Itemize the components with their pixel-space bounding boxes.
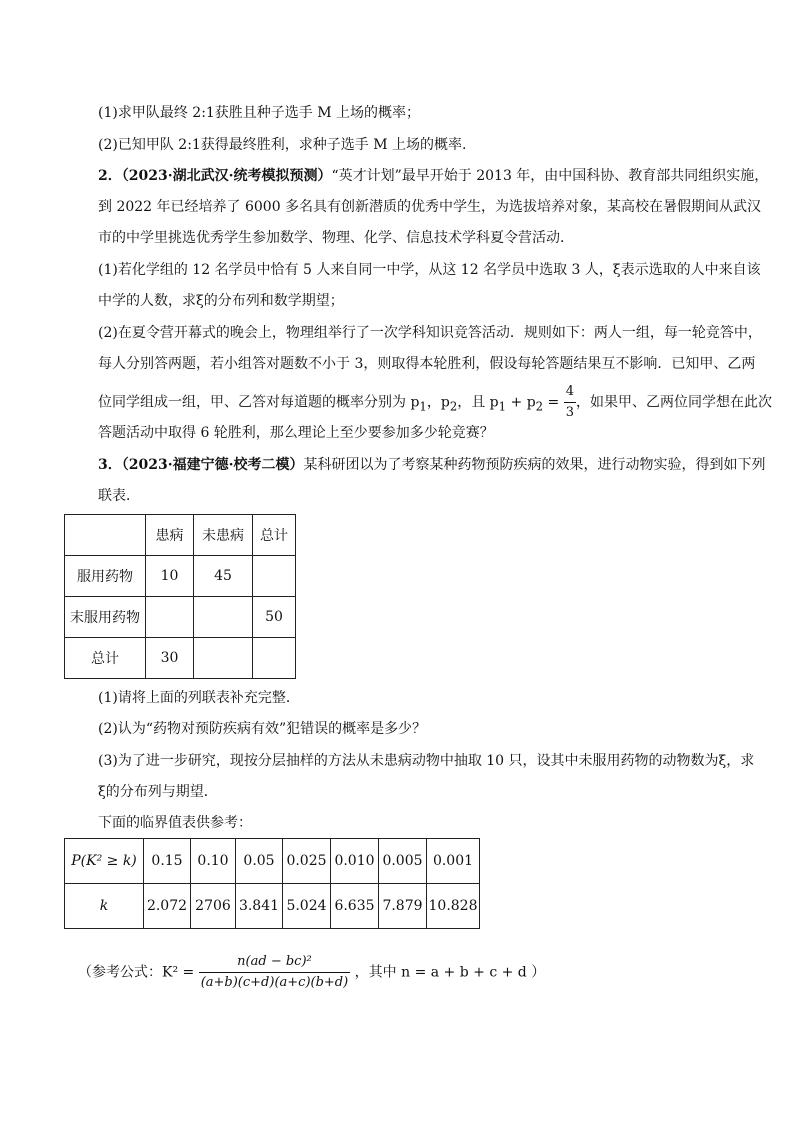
table-cell — [194, 638, 253, 679]
q2-p2-line3a: 位同学组成一组，甲、乙答对每道题的概率分别为 p — [98, 394, 420, 411]
formula-denominator: (a+b)(c+d)(a+c)(b+d) — [200, 975, 349, 990]
formula-suffix: ，其中 n = a + b + c + d ） — [354, 964, 546, 981]
fraction-numerator: 4 — [564, 382, 576, 403]
q3-p1: (1)请将上面的列联表补充完整． — [98, 690, 300, 706]
table-cell — [194, 597, 253, 638]
table-row — [65, 597, 296, 638]
q1-part2: (2)已知甲队 2:1获得最终胜利，求种子选手 M 上场的概率. — [98, 137, 467, 153]
critical-value-table — [64, 838, 480, 929]
q3-number: 3． — [98, 457, 122, 473]
table-cell: 6.635 — [331, 884, 379, 929]
table-cell: 10 — [146, 556, 194, 597]
table-cell: 总计 — [253, 515, 296, 556]
q2-p1-line2: 中学的人数，求ξ的分布列和数学期望； — [98, 293, 344, 309]
table-cell — [65, 515, 146, 556]
table-row — [65, 556, 296, 597]
q2-heading — [98, 166, 768, 186]
q3-source: （2023·福建宁德·校考二模） — [121, 457, 304, 473]
table-cell: 50 — [253, 597, 296, 638]
table-cell: 2706 — [191, 884, 236, 929]
table-cell: 2.072 — [144, 884, 191, 929]
table-cell: k — [65, 884, 144, 929]
reference-formula — [78, 952, 545, 993]
q3-p2: (2)认为“药物对预防疾病有效”犯错误的概率是多少？ — [98, 721, 427, 737]
table-cell: 患病 — [146, 515, 194, 556]
table-cell: 7.879 — [379, 884, 427, 929]
critical-intro: 下面的临界值表供参考： — [98, 815, 252, 831]
table-cell: 3.841 — [236, 884, 283, 929]
table-cell: 30 — [146, 638, 194, 679]
table-cell — [253, 638, 296, 679]
table-cell: 总计 — [65, 638, 146, 679]
table-cell: 0.001 — [427, 839, 480, 884]
table-cell: 0.10 — [191, 839, 236, 884]
table-cell — [146, 597, 194, 638]
q3-line1: 某科研团以为了考察某种药物预防疾病的效果，进行动物实验，得到如下列 — [303, 457, 766, 473]
q1-part1: (1)求甲队最终 2:1获胜且种子选手 M 上场的概率； — [98, 105, 421, 121]
q2-number: 2． — [98, 168, 122, 184]
q2-p2-line3c: ，如果甲、乙两位同学想在此次 — [576, 394, 773, 411]
table-cell — [253, 556, 296, 597]
table-cell: 5.024 — [283, 884, 331, 929]
q2-line2: 到 2022 年已经培养了 6000 多名具有创新潜质的优秀中学生，为选拔培养对象，某高校在暑假期间从武汉 — [98, 199, 762, 215]
q2-line3: 市的中学里挑选优秀学生参加数学、物理、化学、信息技术学科夏令营活动． — [98, 230, 574, 246]
table-cell: 未患病 — [194, 515, 253, 556]
table-cell: 服用药物 — [65, 556, 146, 597]
table-cell: P(K² ≥ k) — [65, 839, 144, 884]
formula-prefix: （参考公式：K² = — [78, 964, 199, 981]
q3-p3-line2: ξ的分布列与期望． — [98, 784, 218, 800]
table-cell: 45 — [194, 556, 253, 597]
q2-source: （2023·湖北武汉·统考模拟预测） — [121, 168, 332, 184]
table-cell: 0.010 — [331, 839, 379, 884]
q2-p2-line3: 位同学组成一组，甲、乙答对每道题的概率分别为 $p_1$，$p_2$，且 $p_1 + p_2$ = $\frac{4}{3}$ ，如果甲、乙两位同学想在此次 — [98, 382, 772, 423]
q2-p2-line1: (2)在夏令营开幕式的晚会上，物理组举行了一次学科知识竞答活动．规则如下：两人一组，每一轮竞答中， — [98, 325, 762, 341]
formula-fraction — [199, 952, 351, 993]
table-cell: 0.05 — [236, 839, 283, 884]
table-row — [65, 839, 480, 884]
fraction-denominator: 3 — [565, 405, 575, 420]
q3-heading — [98, 455, 765, 475]
q2-p2-line3b: ，且 p — [457, 394, 499, 411]
q2-fraction — [564, 382, 576, 423]
q2-p2-line2: 每人分别答两题，若小组答对题数不小于 3，则取得本轮胜利，假设每轮答题结果互不影响．已知甲、乙两 — [98, 356, 756, 372]
table-cell: 10.828 — [427, 884, 480, 929]
q3-p3-line1: (3)为了进一步研究，现按分层抽样的方法从未患病动物中抽取 10 只，设其中未服用药物的动物数为ξ，求 — [98, 753, 755, 769]
table-row — [65, 638, 296, 679]
q2-line1: “英才计划”最早开始于 2013 年，由中国科协、教育部共同组织实施， — [331, 168, 769, 184]
table-cell: 0.15 — [144, 839, 191, 884]
q2-p1-line1: (1)若化学组的 12 名学员中恰有 5 人来自同一中学，从这 12 名学员中选取 3 人，ξ表示选取的人中来自该 — [98, 262, 761, 278]
formula-numerator: n(ad − bc)² — [199, 952, 351, 973]
table-cell: 0.005 — [379, 839, 427, 884]
table-row — [65, 884, 480, 929]
contingency-table — [64, 514, 296, 679]
table-cell: 末服用药物 — [65, 597, 146, 638]
q3-line2: 联表． — [98, 488, 140, 504]
table-cell: 0.025 — [283, 839, 331, 884]
table-row — [65, 515, 296, 556]
q2-p2-line4: 答题活动中取得 6 轮胜利，那么理论上至少要参加多少轮竞赛？ — [98, 425, 494, 441]
